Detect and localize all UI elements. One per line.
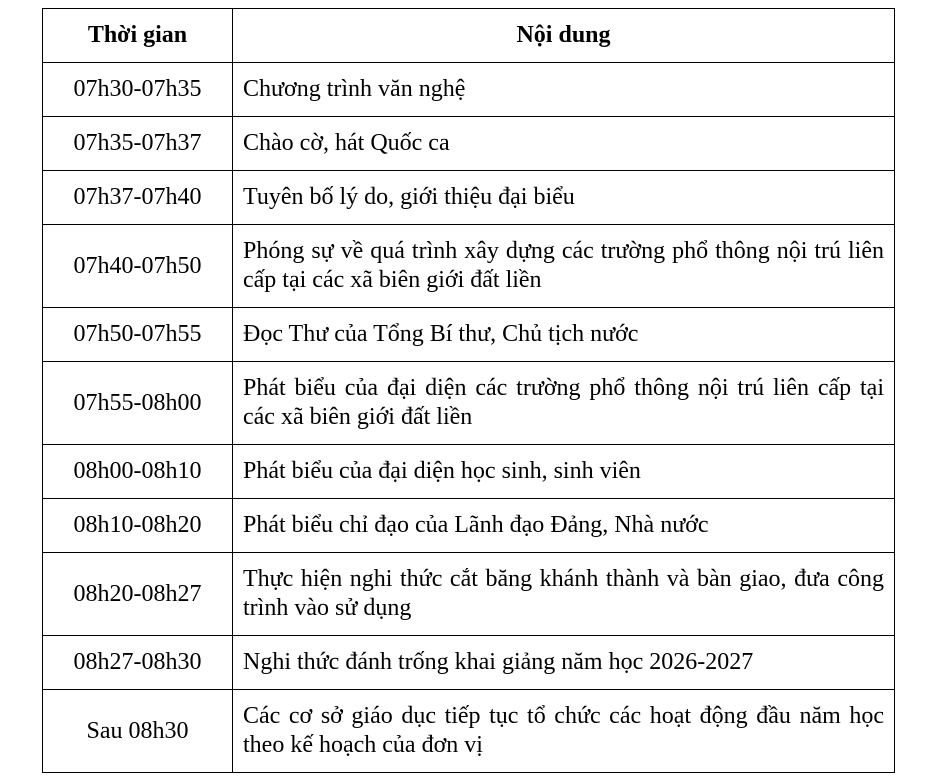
row-content-text: Đọc Thư của Tổng Bí thư, Chủ tịch nước xyxy=(243,321,639,347)
row-content-text: Thực hiện nghi thức cắt băng khánh thành và bàn giao, đưa công trình vào sử dụng xyxy=(243,566,884,621)
table-row xyxy=(43,117,895,171)
row-content-text: Phát biểu của đại diện học sinh, sinh viên xyxy=(243,458,641,484)
table-row xyxy=(43,636,895,690)
row-time: Sau 08h30 xyxy=(43,690,233,773)
row-content xyxy=(233,690,895,773)
table-header-row xyxy=(43,9,895,63)
row-time: 07h35-07h37 xyxy=(43,117,233,171)
table-row xyxy=(43,225,895,308)
row-content-text: Phát biểu chỉ đạo của Lãnh đạo Đảng, Nhà nước xyxy=(243,512,709,538)
schedule-table xyxy=(42,8,895,773)
row-content xyxy=(233,308,895,362)
row-time: 07h30-07h35 xyxy=(43,63,233,117)
row-time: 07h37-07h40 xyxy=(43,171,233,225)
row-content xyxy=(233,171,895,225)
row-time: 07h50-07h55 xyxy=(43,308,233,362)
table-row xyxy=(43,362,895,445)
row-content-text: Phát biểu của đại diện các trường phổ thông nội trú liên cấp tại các xã biên giới đất liền xyxy=(243,375,884,430)
table-row xyxy=(43,499,895,553)
row-time: 08h27-08h30 xyxy=(43,636,233,690)
row-content xyxy=(233,445,895,499)
table-row xyxy=(43,63,895,117)
row-content xyxy=(233,636,895,690)
row-time: 08h20-08h27 xyxy=(43,553,233,636)
table-row xyxy=(43,171,895,225)
row-content-text: Chương trình văn nghệ xyxy=(243,76,466,102)
row-content-text: Tuyên bố lý do, giới thiệu đại biểu xyxy=(243,184,575,210)
row-content xyxy=(233,499,895,553)
row-time: 07h40-07h50 xyxy=(43,225,233,308)
row-content-text: Nghi thức đánh trống khai giảng năm học 2026-2027 xyxy=(243,649,754,675)
row-content-text: Phóng sự về quá trình xây dựng các trường phổ thông nội trú liên cấp tại các xã biên giới đất liền xyxy=(243,238,884,293)
table-row xyxy=(43,553,895,636)
header-time: Thời gian xyxy=(43,9,233,63)
row-content-text: Các cơ sở giáo dục tiếp tục tổ chức các hoạt động đầu năm học theo kế hoạch của đơn vị xyxy=(243,703,884,758)
table-row xyxy=(43,445,895,499)
header-content: Nội dung xyxy=(233,9,895,63)
row-time: 08h00-08h10 xyxy=(43,445,233,499)
table-row xyxy=(43,308,895,362)
row-content xyxy=(233,553,895,636)
row-content xyxy=(233,63,895,117)
table-row xyxy=(43,690,895,773)
row-content-text: Chào cờ, hát Quốc ca xyxy=(243,130,450,156)
row-content xyxy=(233,117,895,171)
row-time: 07h55-08h00 xyxy=(43,362,233,445)
row-content xyxy=(233,362,895,445)
row-time: 08h10-08h20 xyxy=(43,499,233,553)
row-content xyxy=(233,225,895,308)
